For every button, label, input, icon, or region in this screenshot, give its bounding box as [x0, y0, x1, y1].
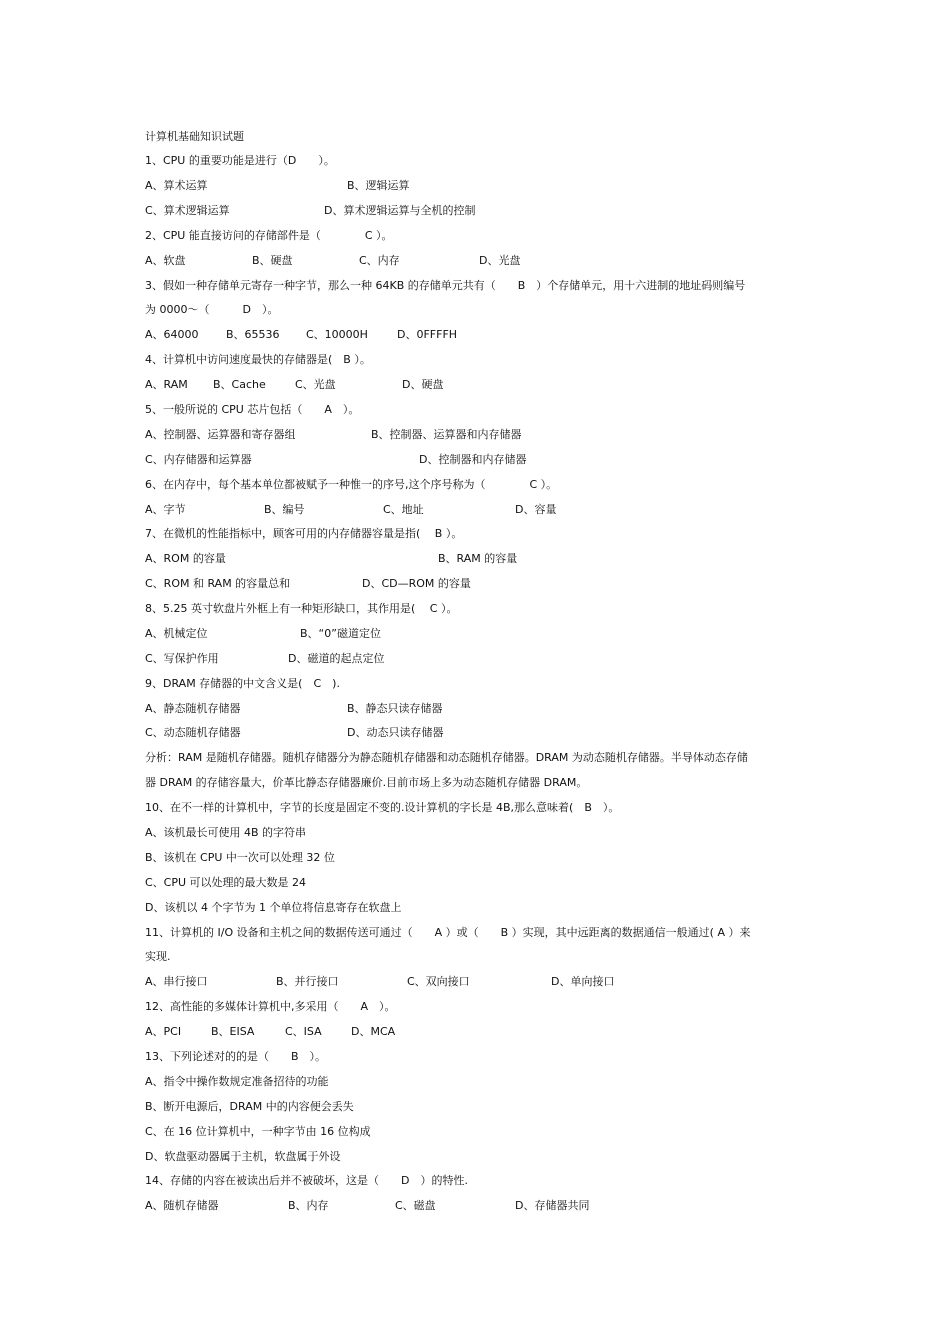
q6-option-a: A、字节 — [145, 503, 186, 516]
q12-option-c: C、ISA — [285, 1025, 322, 1038]
q12-option-d: D、MCA — [351, 1025, 396, 1038]
question-1: 1、CPU 的重要功能是进行（D ）。 — [145, 154, 335, 167]
question-9: 9、DRAM 存储器的中文含义是( C ). — [145, 677, 340, 690]
q6-option-b: B、编号 — [264, 503, 305, 516]
q7-option-b: B、RAM 的容量 — [438, 552, 518, 565]
q10-option-c: C、CPU 可以处理的最大数是 24 — [145, 876, 307, 889]
question-6: 6、在内存中，每个基本单位都被赋予一种惟一的序号,这个序号称为（ C ）。 — [145, 478, 558, 491]
q10-option-b: B、该机在 CPU 中一次可以处理 32 位 — [145, 851, 335, 864]
q5-option-a: A、控制器、运算器和寄存器组 — [145, 428, 296, 441]
q13-option-c: C、在 16 位计算机中，一种字节由 16 位构成 — [145, 1125, 371, 1138]
q5-option-d: D、控制器和内存储器 — [419, 453, 527, 466]
q3-option-b: B、65536 — [226, 328, 280, 341]
question-8: 8、5.25 英寸软盘片外框上有一种矩形缺口，其作用是( C ）。 — [145, 602, 458, 615]
q7-option-d: D、CD—ROM 的容量 — [362, 577, 471, 590]
question-3-line-1: 3、假如一种存储单元寄存一种字节，那么一种 64KB 的存储单元共有（ B ）个存储单元，用十六进制的地址码则编号 — [145, 279, 746, 292]
q10-option-a: A、该机最长可使用 4B 的字符串 — [145, 826, 307, 839]
q4-option-d: D、硬盘 — [402, 378, 444, 391]
q4-option-c: C、光盘 — [295, 378, 336, 391]
q6-option-c: C、地址 — [383, 503, 424, 516]
q11-option-c: C、双向接口 — [407, 975, 470, 988]
q3-option-d: D、0FFFFH — [397, 328, 458, 341]
q2-option-a: A、软盘 — [145, 254, 186, 267]
question-11-line-2: 实现. — [145, 950, 171, 963]
question-3-line-2: 为 0000～（ D ）。 — [145, 303, 279, 316]
q9-option-a: A、静态随机存储器 — [145, 702, 241, 715]
q9-option-c: C、动态随机存储器 — [145, 726, 241, 739]
q4-option-b: B、Cache — [213, 378, 266, 391]
q13-option-b: B、断开电源后，DRAM 中的内容便会丢失 — [145, 1100, 354, 1113]
q2-option-b: B、硬盘 — [252, 254, 293, 267]
q9-option-b: B、静态只读存储器 — [347, 702, 443, 715]
q13-option-d: D、软盘驱动器属于主机，软盘属于外设 — [145, 1150, 341, 1163]
q8-option-b: B、“0”磁道定位 — [300, 627, 381, 640]
question-13: 13、下列论述对的的是（ B ）。 — [145, 1050, 327, 1063]
q7-option-a: A、ROM 的容量 — [145, 552, 226, 565]
question-5: 5、一般所说的 CPU 芯片包括（ A ）。 — [145, 403, 360, 416]
q1-option-b: B、逻辑运算 — [347, 179, 410, 192]
question-7: 7、在微机的性能指标中，顾客可用的内存储器容量是指( B ）。 — [145, 527, 463, 540]
question-2: 2、CPU 能直接访问的存储部件是（ C ）。 — [145, 229, 393, 242]
q11-option-b: B、并行接口 — [276, 975, 339, 988]
question-12: 12、高性能的多媒体计算机中,多采用（ A ）。 — [145, 1000, 396, 1013]
q1-option-d: D、算术逻辑运算与全机的控制 — [324, 204, 476, 217]
q12-option-a: A、PCI — [145, 1025, 182, 1038]
q5-option-b: B、控制器、运算器和内存储器 — [371, 428, 522, 441]
q5-option-c: C、内存储器和运算器 — [145, 453, 252, 466]
q8-option-c: C、写保护作用 — [145, 652, 219, 665]
question-10: 10、在不一样的计算机中，字节的长度是固定不变的.设计算机的字长是 4B,那么意味着( B ）。 — [145, 801, 620, 814]
document-title: 计算机基础知识试题 — [145, 130, 244, 143]
q1-option-c: C、算术逻辑运算 — [145, 204, 230, 217]
q14-option-b: B、内存 — [288, 1199, 329, 1212]
q3-option-a: A、64000 — [145, 328, 199, 341]
question-14: 14、存储的内容在被读出后并不被破坏，这是（ D ）的特性. — [145, 1174, 468, 1187]
q14-option-d: D、存储器共同 — [515, 1199, 590, 1212]
q8-option-a: A、机械定位 — [145, 627, 208, 640]
analysis-line-1: 分析：RAM 是随机存储器。随机存储器分为静态随机存储器和动态随机存储器。DRAM 为动态随机存储器。半导体动态存储 — [145, 751, 748, 764]
q3-option-c: C、10000H — [306, 328, 368, 341]
q12-option-b: B、EISA — [211, 1025, 255, 1038]
q2-option-c: C、内存 — [359, 254, 400, 267]
q11-option-d: D、单向接口 — [551, 975, 615, 988]
q9-option-d: D、动态只读存储器 — [347, 726, 444, 739]
q14-option-c: C、磁盘 — [395, 1199, 436, 1212]
q2-option-d: D、光盘 — [479, 254, 521, 267]
analysis-line-2: 器 DRAM 的存储容量大，价革比静态存储器廉价.目前市场上多为动态随机存储器 DRAM。 — [145, 776, 588, 789]
q4-option-a: A、RAM — [145, 378, 188, 391]
q13-option-a: A、指令中操作数规定准备招待的功能 — [145, 1075, 329, 1088]
q11-option-a: A、串行接口 — [145, 975, 208, 988]
q8-option-d: D、磁道的起点定位 — [288, 652, 385, 665]
q10-option-d: D、该机以 4 个字节为 1 个单位将信息寄存在软盘上 — [145, 901, 402, 914]
q1-option-a: A、算术运算 — [145, 179, 208, 192]
question-11-line-1: 11、计算机的 I/O 设备和主机之间的数据传送可通过（ A ）或（ B ）实现，其中远距离的数据通信一般通过( A ）来 — [145, 926, 751, 939]
q14-option-a: A、随机存储器 — [145, 1199, 219, 1212]
question-4: 4、计算机中访问速度最快的存储器是( B ）。 — [145, 353, 371, 366]
q7-option-c: C、ROM 和 RAM 的容量总和 — [145, 577, 291, 590]
q6-option-d: D、容量 — [515, 503, 557, 516]
